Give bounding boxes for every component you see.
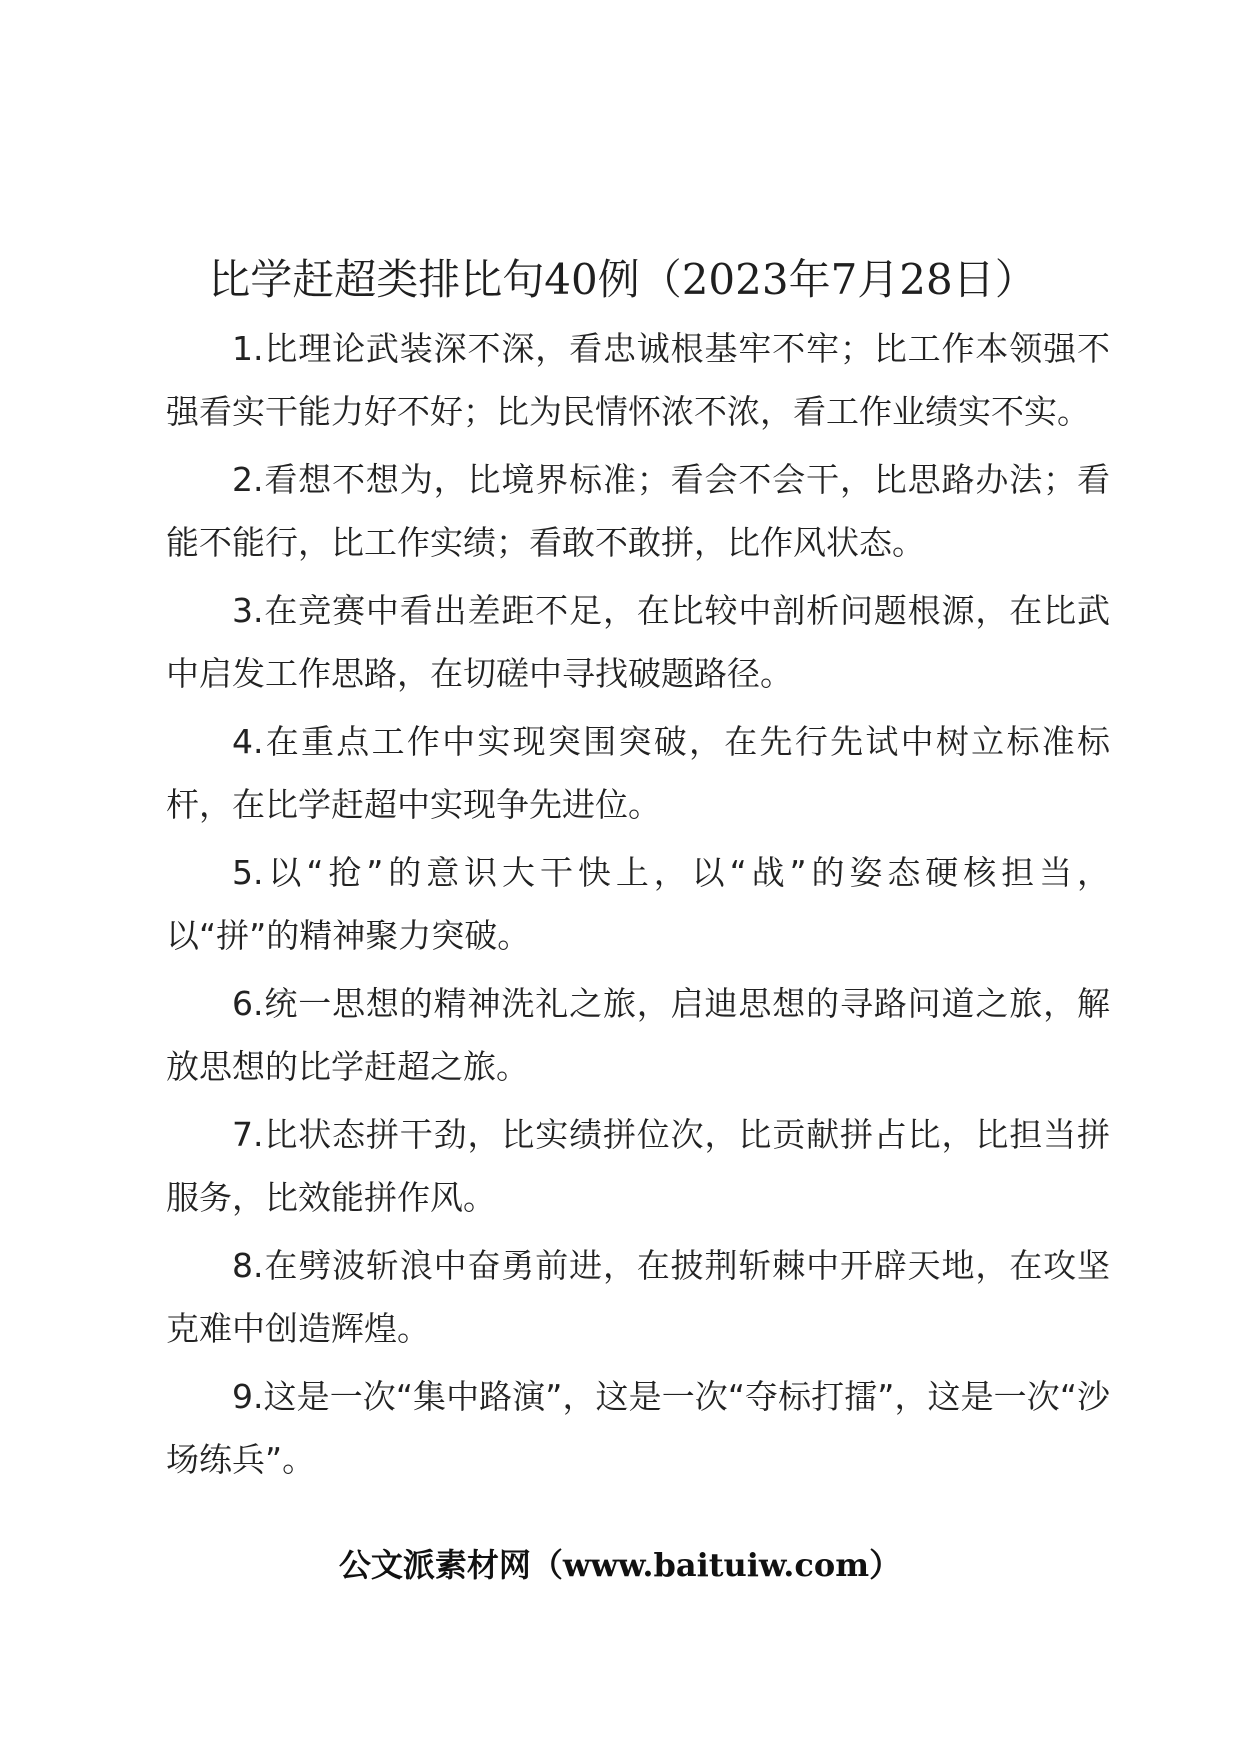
paragraph-3: 3.在竞赛中看出差距不足，在比较中剖析问题根源，在比武中启发工作思路，在切磋中寻找破题路径。 [166, 591, 1110, 693]
paragraph-9: 9.这是一次“集中路演”，这是一次“夺标打擂”，这是一次“沙场练兵”。 [166, 1377, 1110, 1479]
paragraph-6: 6.统一思想的精神洗礼之旅，启迪思想的寻路问道之旅，解放思想的比学赶超之旅。 [166, 984, 1110, 1086]
document-body [166, 317, 1110, 1496]
paragraph-1: 1.比理论武装深不深，看忠诚根基牢不牢；比工作本领强不强看实干能力好不好；比为民情怀浓不浓，看工作业绩实不实。 [166, 329, 1110, 431]
paragraph-8: 8.在劈波斩浪中奋勇前进，在披荆斩棘中开辟天地，在攻坚克难中创造辉煌。 [166, 1246, 1110, 1348]
paragraph-4: 4.在重点工作中实现突围突破，在先行先试中树立标准标杆，在比学赶超中实现争先进位。 [166, 722, 1110, 824]
paragraph-7: 7.比状态拼干劲，比实绩拼位次，比贡献拼占比，比担当拼服务，比效能拼作风。 [166, 1115, 1110, 1217]
paragraph-2: 2.看想不想为，比境界标准；看会不会干，比思路办法；看能不能行，比工作实绩；看敢不敢拼，比作风状态。 [166, 460, 1110, 562]
paragraph-5: 5.以“抢”的意识大干快上，以“战”的姿态硬核担当，以“拼”的精神聚力突破。 [166, 853, 1110, 955]
document-title: 比学赶超类排比句40例（2023年7月28日） [208, 255, 1037, 304]
document-footer: 公文派素材网（www.baituiw.com） [338, 1546, 902, 1584]
